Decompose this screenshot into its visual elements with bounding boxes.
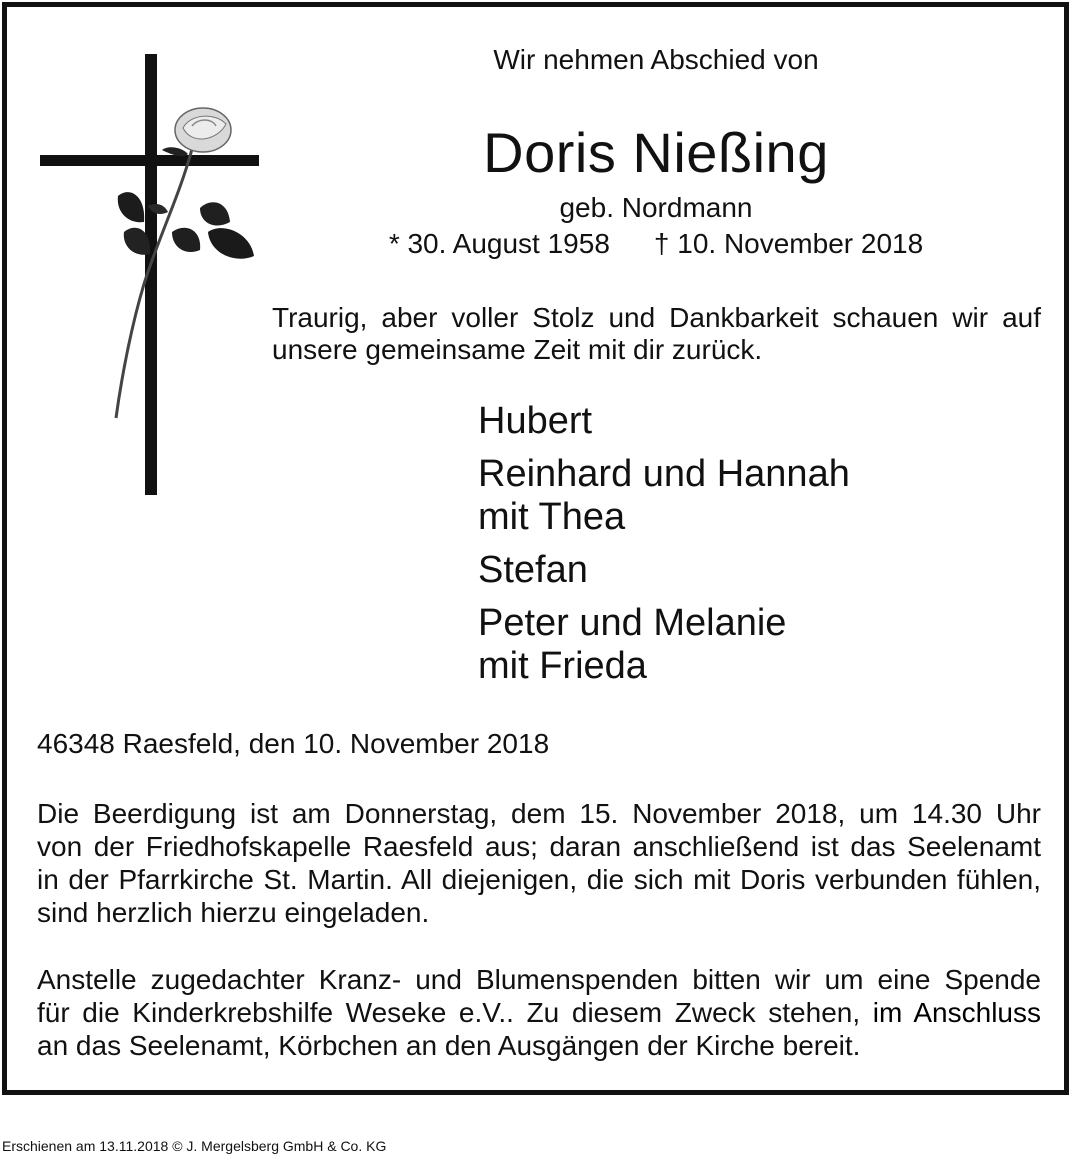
publication-footer: Erschienen am 13.11.2018 © J. Mergelsberg GmbH & Co. KG xyxy=(2,1138,387,1154)
family-entry xyxy=(478,602,998,688)
family-name-sub: mit Thea xyxy=(478,496,626,538)
donation-text: für die Kinderkrebshilfe Weseke e.V.. Zu diesem Zweck stehen, xyxy=(37,997,873,1028)
rose-icon xyxy=(116,108,254,418)
deceased-name: Doris Nießing xyxy=(483,121,829,184)
donation-line xyxy=(37,996,1041,1029)
birth-date: * 30. August 1958 xyxy=(388,228,610,259)
donation-paragraph xyxy=(37,963,1041,1062)
life-dates xyxy=(270,228,1042,260)
donation-line: Anstelle zugedachter Kranz- und Blumenspenden bitten wir um eine Spende xyxy=(37,964,1041,995)
family-entry xyxy=(478,400,998,443)
quote-line: Traurig, aber voller Stolz und Dankbarkeit schauen wir auf xyxy=(272,302,1041,333)
birth-name: geb. Nordmann xyxy=(559,192,753,223)
funeral-paragraph xyxy=(37,797,1041,929)
place-date: 46348 Raesfeld, den 10. November 2018 xyxy=(37,728,550,759)
family-name: Peter und Melanie xyxy=(478,602,787,644)
family-name: Hubert xyxy=(478,400,593,442)
quote-line: unsere gemeinsame Zeit mit dir zurück. xyxy=(272,334,763,365)
donation-emphasis: im Anschluss xyxy=(872,997,1041,1028)
intro-text: Wir nehmen Abschied von xyxy=(493,44,819,75)
funeral-line: in der Pfarrkirche St. Martin. All diejenigen, die sich mit Doris verbunden fühlen, xyxy=(37,864,1041,895)
family-entry xyxy=(478,453,998,539)
family-entry xyxy=(478,549,998,592)
donation-line: an das Seelenamt, Körbchen an den Ausgängen der Kirche bereit. xyxy=(37,1030,861,1061)
cross-with-rose-icon xyxy=(40,54,270,499)
family-name: Stefan xyxy=(478,549,588,591)
death-date: † 10. November 2018 xyxy=(653,228,924,259)
family-name-sub: mit Frieda xyxy=(478,645,647,687)
family-list xyxy=(478,400,998,698)
family-name: Reinhard und Hannah xyxy=(478,453,850,495)
funeral-line: sind herzlich hierzu eingeladen. xyxy=(37,897,430,928)
funeral-line: Die Beerdigung ist am Donnerstag, dem 15. November 2018, um 14.30 Uhr xyxy=(37,798,1041,829)
quote-text xyxy=(272,302,1041,366)
funeral-line: von der Friedhofskapelle Raesfeld aus; daran anschließend ist das Seelenamt xyxy=(37,831,1041,862)
